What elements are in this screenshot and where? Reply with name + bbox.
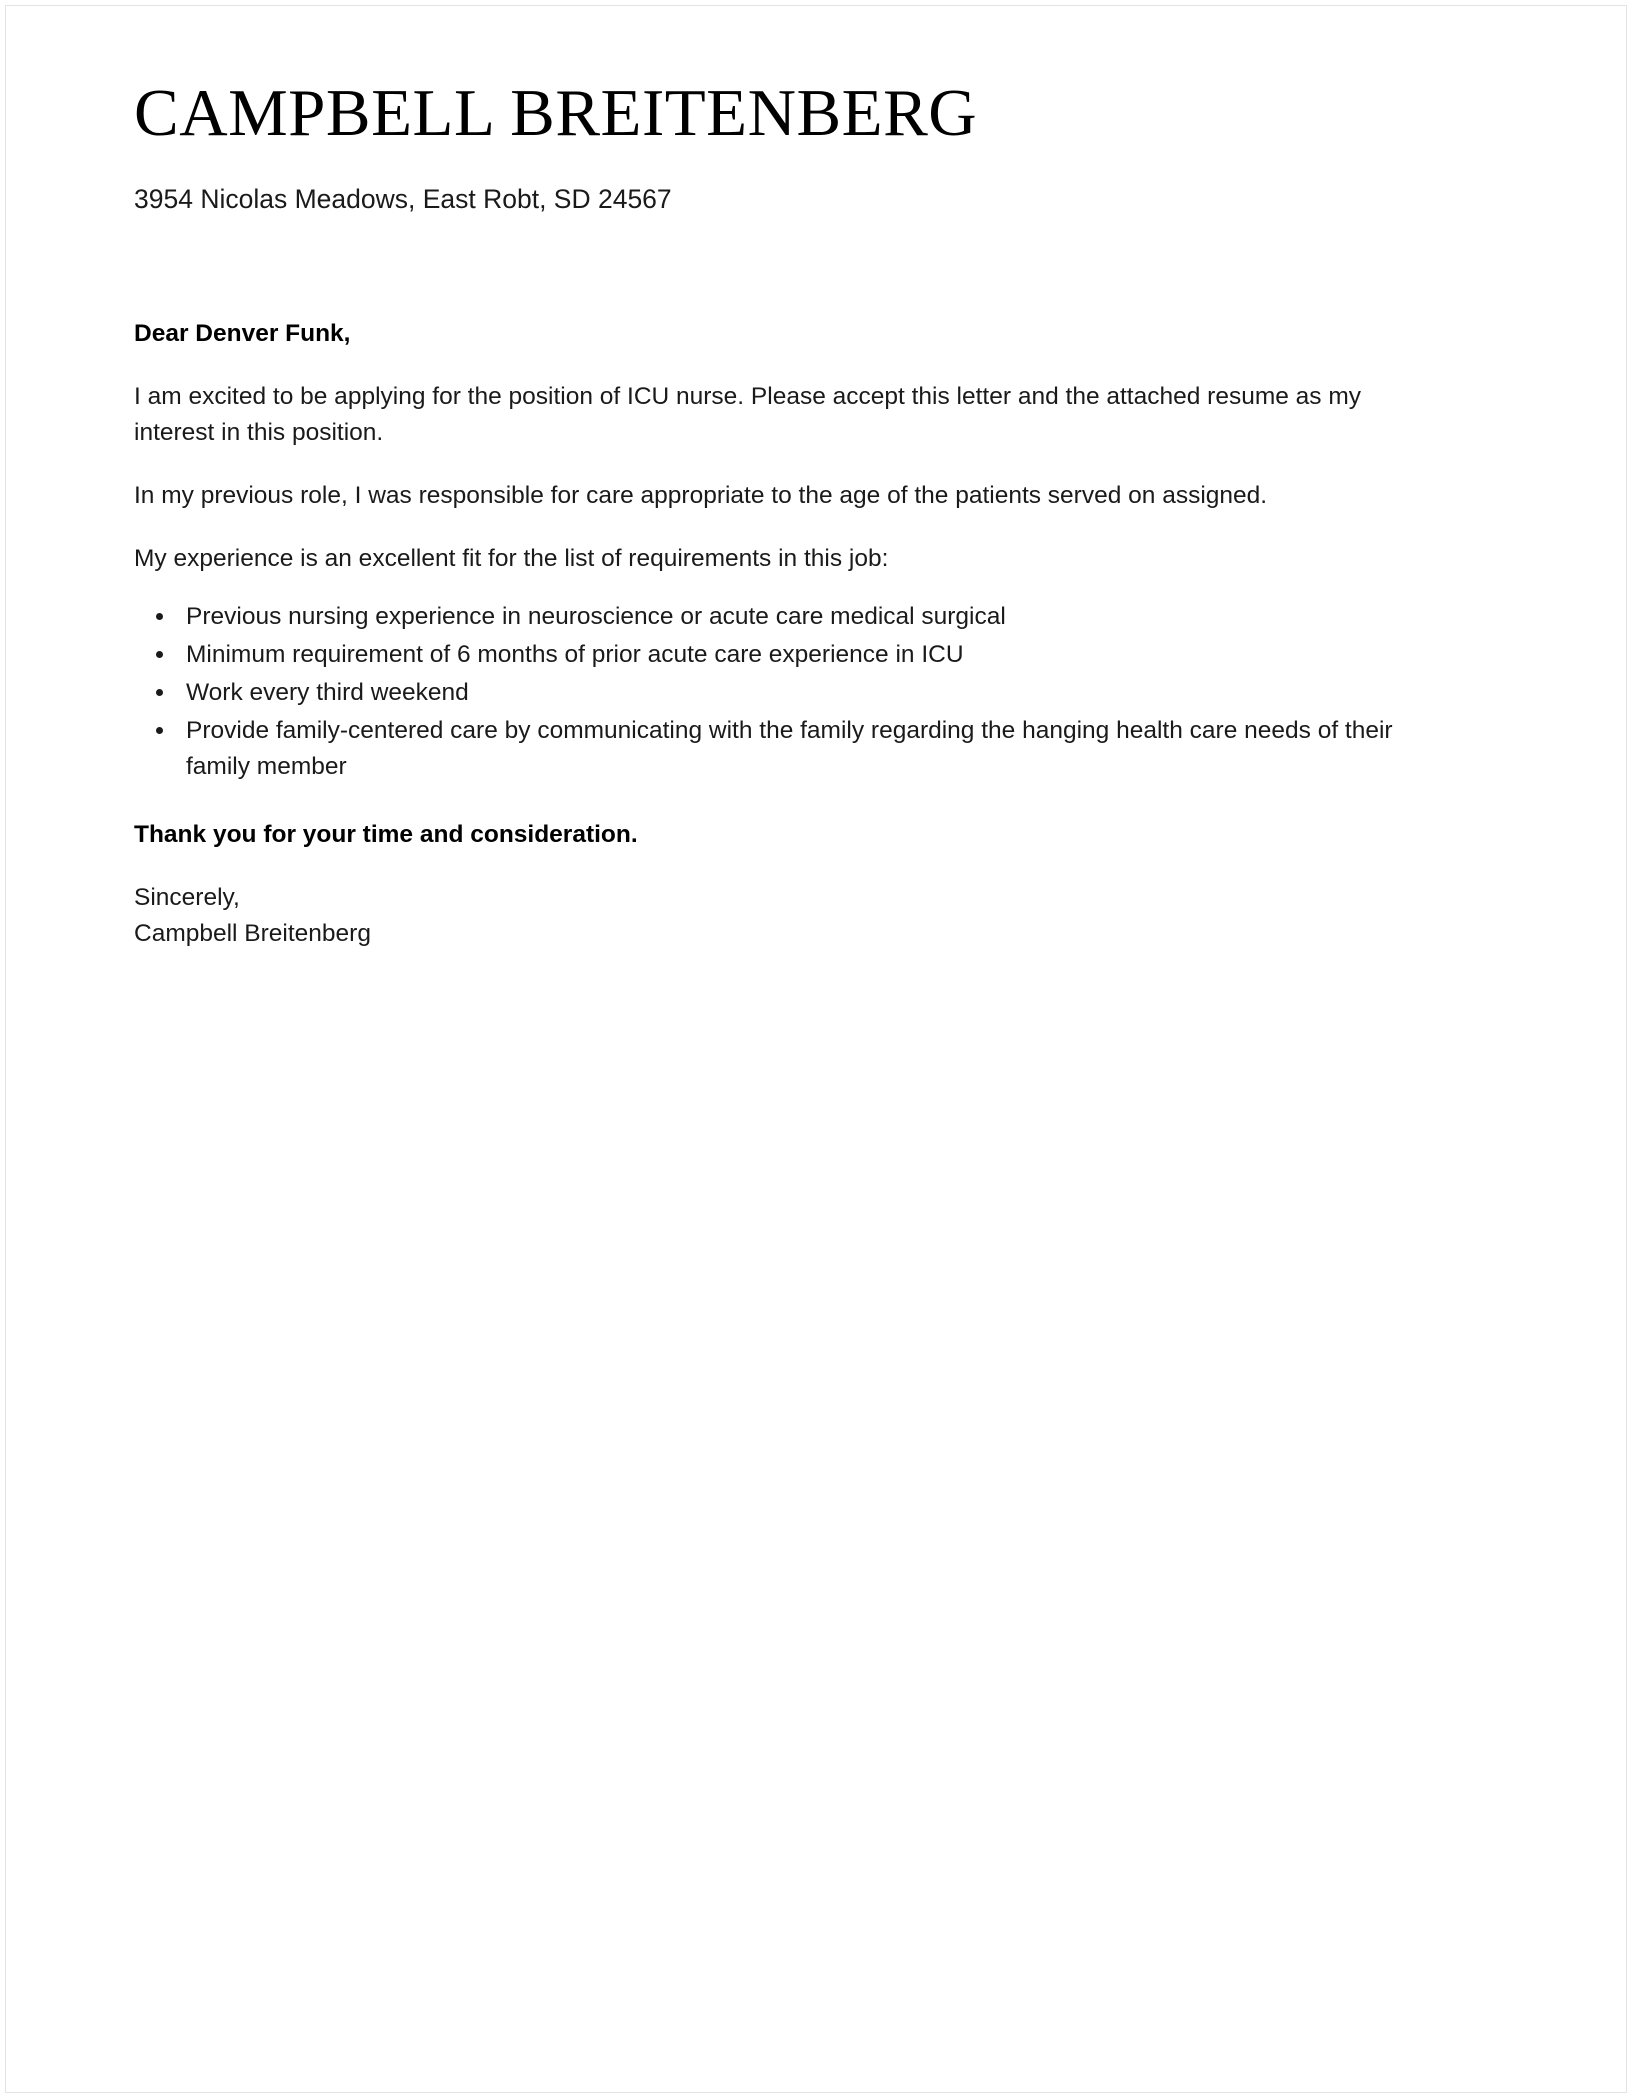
document-page	[5, 5, 1627, 2093]
requirements-intro: My experience is an excellent fit for the list of requirements in this job:	[134, 544, 889, 572]
list-item: Work every third weekend	[134, 675, 1426, 711]
signoff-name: Campbell Breitenberg	[134, 919, 371, 947]
letterhead-name: CAMPBELL BREITENBERG	[134, 76, 978, 150]
signature-block	[134, 880, 1426, 951]
list-item: Previous nursing experience in neuroscience or acute care medical surgical	[134, 599, 1426, 635]
salutation: Dear Denver Funk,	[134, 320, 351, 348]
body-paragraph-2: In my previous role, I was responsible for care appropriate to the age of the patients served on assigned.	[134, 481, 1268, 509]
letterhead-address: 3954 Nicolas Meadows, East Robt, SD 24567	[134, 184, 672, 215]
list-item: Minimum requirement of 6 months of prior acute care experience in ICU	[134, 637, 1426, 673]
list-item: Provide family-centered care by communicating with the family regarding the hanging health care needs of their family member	[134, 713, 1426, 785]
thank-you-line: Thank you for your time and consideration.	[134, 820, 638, 848]
body-paragraph-1: I am excited to be applying for the position of ICU nurse. Please accept this letter and the attached resume as my interest in this position.	[134, 382, 1362, 446]
letter-body	[134, 316, 1426, 951]
letter-content	[134, 78, 1464, 951]
signoff-closing: Sincerely,	[134, 884, 240, 912]
requirements-list	[134, 599, 1426, 785]
